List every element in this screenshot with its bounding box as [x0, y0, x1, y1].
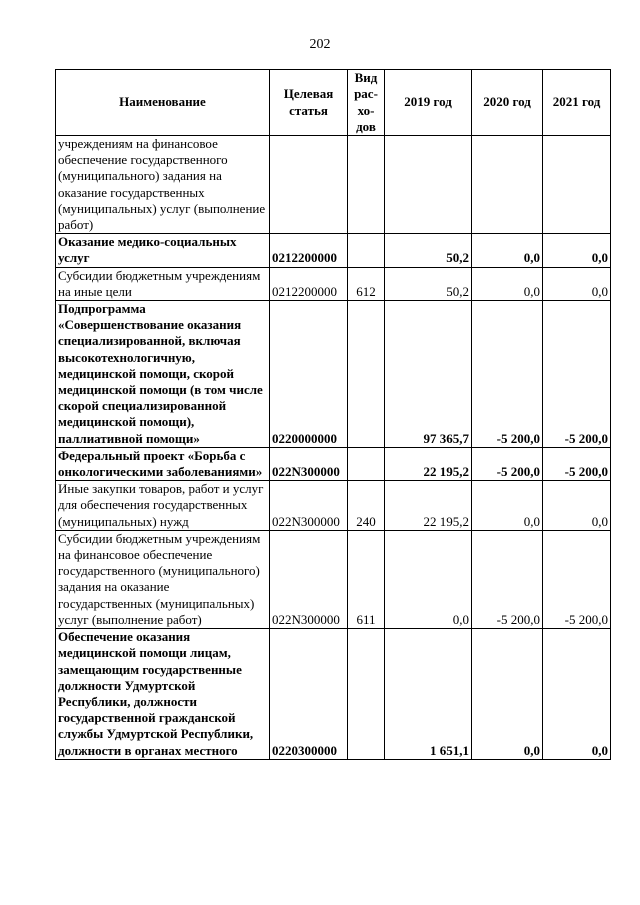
- row-2019: 97 365,7: [385, 301, 472, 448]
- row-2019: 22 195,2: [385, 481, 472, 531]
- row-name: Иные закупки товаров, работ и услуг для обеспечения государственных (муниципальных) нужд: [56, 481, 270, 531]
- row-target-article: 022N300000: [270, 530, 348, 628]
- row-name: Субсидии бюджетным учреждениям на финансовое обеспечение государственного (муниципального) задания на оказание государственных (муниципальных) услуг (выполнение работ): [56, 530, 270, 628]
- header-2019: 2019 год: [385, 70, 472, 136]
- row-name: Обеспечение оказания медицинской помощи лицам, замещающим государственные должности Удмуртской Республики, должности государственной гражданской службы Удмуртской Республики, должности в органах местного: [56, 629, 270, 760]
- row-2021: [543, 136, 611, 234]
- row-expense-type: [348, 301, 385, 448]
- table-row: [56, 301, 611, 448]
- table-row: [56, 136, 611, 234]
- row-2020: 0,0: [472, 481, 543, 531]
- row-expense-type: 612: [348, 267, 385, 300]
- row-expense-type: [348, 629, 385, 760]
- row-expense-type: [348, 234, 385, 267]
- row-target-article: 0212200000: [270, 267, 348, 300]
- row-target-article: 0220000000: [270, 301, 348, 448]
- row-2021: 0,0: [543, 267, 611, 300]
- row-2019: [385, 136, 472, 234]
- row-name: Подпрограмма «Совершенствование оказания специализированной, включая высокотехнологичную, медицинской помощи, скорой медицинской помощи (в том числе скорой специализированной медицинской помощи), паллиативной помощи»: [56, 301, 270, 448]
- row-expense-type: 611: [348, 530, 385, 628]
- table-row: [56, 447, 611, 480]
- row-2020: -5 200,0: [472, 530, 543, 628]
- row-2021: -5 200,0: [543, 530, 611, 628]
- row-2021: -5 200,0: [543, 301, 611, 448]
- row-name: учреждениям на финансовое обеспечение государственного (муниципального) задания на оказание государственных (муниципальных) услуг (выполнение работ): [56, 136, 270, 234]
- row-target-article: 0212200000: [270, 234, 348, 267]
- row-2021: 0,0: [543, 629, 611, 760]
- row-expense-type: [348, 447, 385, 480]
- row-2019: 50,2: [385, 234, 472, 267]
- row-2019: 50,2: [385, 267, 472, 300]
- row-2019: 0,0: [385, 530, 472, 628]
- row-2020: 0,0: [472, 629, 543, 760]
- table-row: [56, 234, 611, 267]
- header-2020: 2020 год: [472, 70, 543, 136]
- row-target-article: 022N300000: [270, 481, 348, 531]
- row-target-article: 022N300000: [270, 447, 348, 480]
- row-name: Субсидии бюджетным учреждениям на иные цели: [56, 267, 270, 300]
- header-2021: 2021 год: [543, 70, 611, 136]
- table-row: [56, 530, 611, 628]
- table-row: [56, 267, 611, 300]
- row-target-article: 0220300000: [270, 629, 348, 760]
- table-row: [56, 629, 611, 760]
- table-header-row: [56, 70, 611, 136]
- row-2020: -5 200,0: [472, 301, 543, 448]
- row-2019: 22 195,2: [385, 447, 472, 480]
- header-expense-type: Вид рас-хо-дов: [348, 70, 385, 136]
- row-2019: 1 651,1: [385, 629, 472, 760]
- row-2021: 0,0: [543, 234, 611, 267]
- header-name: Наименование: [56, 70, 270, 136]
- row-expense-type: [348, 136, 385, 234]
- row-2021: 0,0: [543, 481, 611, 531]
- page-number: 202: [309, 37, 331, 52]
- row-2021: -5 200,0: [543, 447, 611, 480]
- header-target-article: Целевая статья: [270, 70, 348, 136]
- row-2020: 0,0: [472, 234, 543, 267]
- row-expense-type: 240: [348, 481, 385, 531]
- row-name: Оказание медико-социальных услуг: [56, 234, 270, 267]
- table-row: [56, 481, 611, 531]
- budget-table: [55, 69, 611, 760]
- row-2020: -5 200,0: [472, 447, 543, 480]
- row-target-article: [270, 136, 348, 234]
- row-2020: 0,0: [472, 267, 543, 300]
- row-2020: [472, 136, 543, 234]
- row-name: Федеральный проект «Борьба с онкологическими заболеваниями»: [56, 447, 270, 480]
